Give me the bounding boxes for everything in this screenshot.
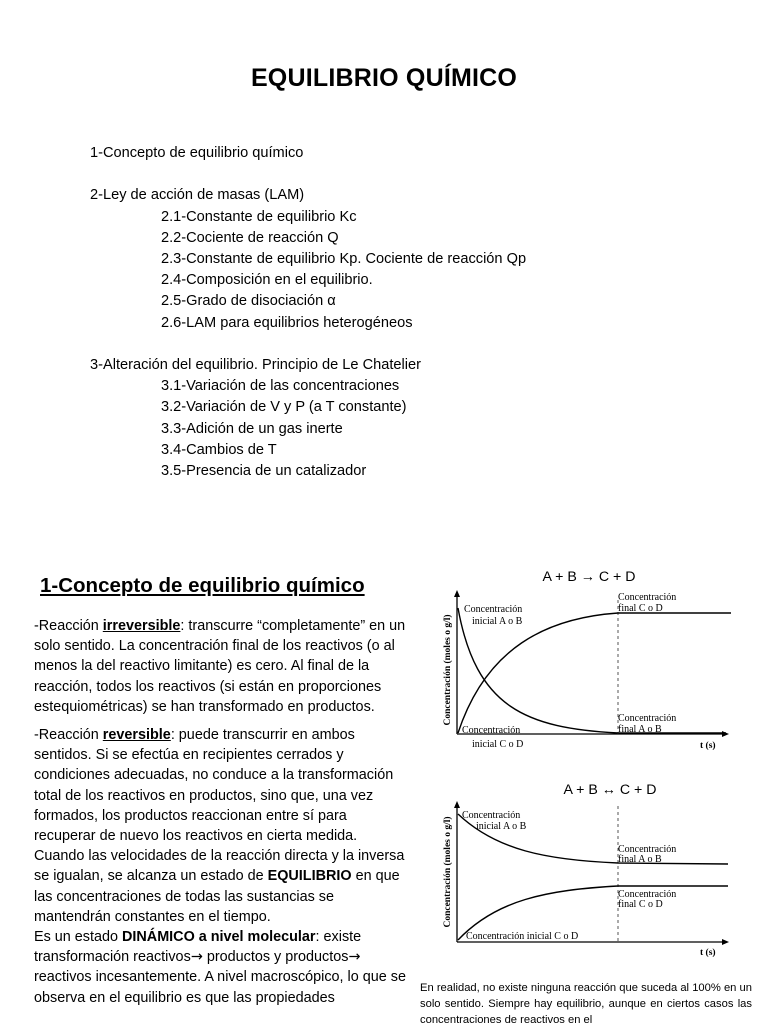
toc-section-2 — [90, 185, 526, 333]
annotation-label: Concentración — [618, 889, 677, 900]
right-arrow-icon: → — [190, 949, 203, 966]
text-run: en que las concentraciones de todas las sustancias se mantendrán constantes en el tiempo. — [34, 868, 400, 925]
toc-item: 3-Alteración del equilibrio. Principio de Le Chatelier — [90, 357, 421, 373]
toc-subitem: 2.1-Constante de equilibrio Kc — [161, 208, 357, 225]
text-run: Es un estado — [34, 929, 123, 946]
section-heading: 1-Concepto de equilibrio químico — [40, 574, 365, 597]
toc-section-3 — [90, 355, 526, 482]
annotation-label: inicial C o D — [472, 739, 524, 750]
toc-section-1 — [90, 143, 526, 164]
toc-subitem: 3.4-Cambios de T — [161, 441, 277, 458]
annotation-label: Concentración inicial C o D — [466, 931, 579, 942]
toc-subitem: 2.2-Cociente de reacción Q — [161, 229, 339, 246]
toc-subitem: 3.3-Adición de un gas inerte — [161, 420, 343, 437]
right-arrow-icon: → — [348, 949, 361, 966]
chart-reversible — [436, 800, 736, 960]
term-dinamico: DINÁMICO a nivel molecular — [122, 929, 316, 946]
y-axis-label: Concentración (moles o g/l) — [443, 614, 453, 726]
table-of-contents — [90, 143, 526, 503]
toc-subitem: 2.4-Composición en el equilibrio. — [161, 272, 373, 289]
text-run: : puede transcurrir en ambos sentidos. Si se efectúa en recipientes cerrados y condiciones adecuadas, no conduce a la transformación total de los reactivos en productos, sino que, una vez formados, los productos reaccionan entre sí para recuperar de nuevo los reactivos en cierta medida. Cuando las velocidades de la reacción directa y la inversa se igualan, se alcanza un estado de — [34, 727, 405, 885]
annotation-label: Concentración — [618, 713, 677, 724]
annotation-label: final A o B — [618, 854, 662, 865]
page-title: EQUILIBRIO QUÍMICO — [250, 64, 518, 92]
chart-irreversible — [436, 588, 736, 754]
text-run: : transcurre “completamente” en un solo sentido. La concentración final de los reactivos (o al menos la del reactivo limitante) es cero. Al final de la reacción, todos los reactivos (si están en proporciones estequiométricas) se han transformado en productos. — [34, 618, 406, 715]
annotation-label: final A o B — [618, 724, 662, 735]
paragraph-irreversible — [34, 616, 408, 717]
term-equilibrio: EQUILIBRIO — [267, 868, 352, 885]
annotation-label: Concentración — [462, 725, 521, 736]
x-axis-label: t (s) — [700, 948, 716, 958]
annotation-label: Concentración — [618, 592, 677, 603]
chart-2-title: A + B ↔ C + D — [563, 782, 657, 798]
text-run: -Reacción — [34, 727, 103, 744]
section-body — [34, 616, 408, 1016]
toc-item: 2-Ley de acción de masas (LAM) — [90, 187, 305, 204]
annotation-label: Concentración — [618, 844, 677, 855]
toc-subitem: 2.6-LAM para equilibrios heterogéneos — [161, 314, 413, 331]
series-line-products — [458, 613, 731, 733]
toc-item: 1-Concepto de equilibrio químico — [90, 145, 304, 161]
toc-subitem: 3.2-Variación de V y P (a T constante) — [161, 399, 407, 416]
paragraph-reversible — [34, 725, 408, 1008]
text-run: -Reacción — [34, 618, 103, 634]
annotation-label: Concentración — [462, 810, 521, 821]
text-run: productos y productos — [202, 949, 349, 966]
term-irreversible: irreversible — [102, 618, 181, 634]
text-run: reactivos incesantemente. A nivel macroscópico, lo que se observa en el equilibrio es que las propiedades — [34, 969, 406, 1006]
y-axis-label: Concentración (moles o g/l) — [443, 816, 453, 928]
x-axis-label: t (s) — [700, 741, 716, 751]
term-reversible: reversible — [102, 727, 171, 744]
annotation-label: final C o D — [618, 899, 663, 910]
toc-subitem: 2.3-Constante de equilibrio Kp. Cociente de reacción Qp — [161, 251, 527, 267]
x-axis-arrow — [722, 731, 729, 737]
toc-subitem: 3.5-Presencia de un catalizador — [161, 463, 367, 480]
x-axis-arrow — [722, 939, 729, 945]
toc-subitem: 3.1-Variación de las concentraciones — [161, 378, 400, 395]
annotation-label: inicial A o B — [476, 821, 527, 832]
footnote-paragraph: En realidad, no existe ninguna reacción que suceda al 100% en un solo sentido. Siempre hay equilibrio, aunque en ciertos casos las concentraciones de reactivos en el — [420, 982, 752, 1026]
annotation-label: inicial A o B — [472, 616, 523, 627]
y-axis-arrow — [454, 801, 460, 808]
toc-subitem: 2.5-Grado de disociación α — [161, 293, 336, 310]
chart-1-title: A + B → C + D — [542, 569, 636, 585]
y-axis-arrow — [454, 590, 460, 597]
text-run: : existe transformación reactivos — [34, 929, 362, 966]
annotation-label: Concentración — [464, 604, 523, 615]
annotation-label: final C o D — [618, 603, 663, 614]
